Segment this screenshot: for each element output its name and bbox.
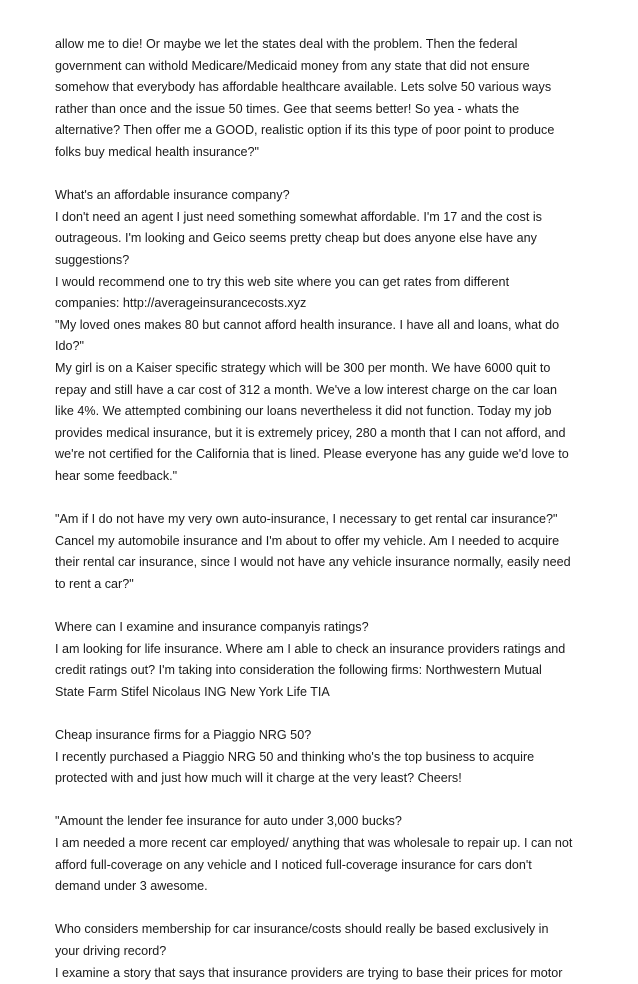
text-line: I examine a story that says that insurance providers are trying to base their prices for motor (55, 965, 563, 980)
paragraph-gap (55, 790, 595, 812)
text-line: I am needed a more recent car employed/ anything that was wholesale to repair up. I can not (55, 835, 573, 850)
paragraph-gap (55, 487, 595, 509)
paragraph-gap (55, 164, 595, 186)
text-line: allow me to die! Or maybe we let the states deal with the problem. Then the federal (55, 37, 518, 51)
paragraph-lender-fee (55, 811, 595, 897)
text-line: government can withold Medicare/Medicaid money from any state that did not ensure (55, 58, 530, 73)
text-line: Cancel my automobile insurance and I'm about to offer my vehicle. Am I needed to acquire (55, 533, 560, 548)
paragraph-company-ratings (55, 617, 595, 703)
text-line: I am looking for life insurance. Where am I able to check an insurance providers ratings and (55, 641, 566, 656)
text-line: demand under 3 awesome. (55, 879, 208, 894)
text-line: like 4%. We attempted combining our loans nevertheless it did not function. Today my job (55, 404, 552, 419)
text-line: I would recommend one to try this web site where you can get rates from different (55, 274, 510, 289)
paragraph-gap (55, 703, 595, 725)
paragraph-affordable-insurance (55, 185, 595, 487)
text-line: provides medical insurance, but it is extremely pricey, 280 a month that I can not afford, and (55, 425, 566, 440)
paragraph-gap (55, 595, 595, 617)
text-line: I recently purchased a Piaggio NRG 50 and thinking who's the top business to acquire (55, 749, 535, 764)
text-line: My girl is on a Kaiser specific strategy which will be 300 per month. We have 6000 quit to (55, 360, 551, 375)
question-heading: your driving record? (55, 943, 167, 958)
text-line: afford full-coverage on any vehicle and I noticed full-coverage insurance for cars don't (55, 857, 532, 872)
paragraph-rental-car (55, 509, 595, 595)
text-line: Ido?" (55, 339, 84, 354)
question-heading: "Amount the lender fee insurance for auto under 3,000 bucks? (55, 814, 402, 829)
text-line: folks buy medical health insurance?" (55, 144, 259, 159)
text-line: repay and still have a car cost of 312 a month. We've a low interest charge on the car loan (55, 382, 558, 397)
text-line: protected with and just how much will it charge at the very least? Cheers! (55, 771, 462, 786)
text-line: credit ratings out? I'm taking into consideration the following firms: Northwestern Mutual (55, 663, 542, 678)
text-line: to rent a car?" (55, 576, 134, 591)
text-line: I don't need an agent I just need something somewhat affordable. I'm 17 and the cost is (55, 209, 542, 224)
question-heading: "Am if I do not have my very own auto-insurance, I necessary to get rental car insurance?" (55, 512, 558, 527)
question-heading: Cheap insurance firms for a Piaggio NRG 50? (55, 728, 312, 742)
question-heading: "My loved ones makes 80 but cannot afford health insurance. I have all and loans, what do (55, 317, 560, 332)
paragraph-piaggio (55, 725, 595, 790)
text-line: State Farm Stifel Nicolaus ING New York Life TIA (55, 684, 330, 699)
text-line: rather than once and the issue 50 times. Gee that seems better! So yea - whats the (55, 101, 520, 116)
paragraph-driving-record (55, 919, 595, 984)
text-line: companies: http://averageinsurancecosts.xyz (55, 296, 307, 311)
text-line: we're not certified for the California that is lined. Please everyone has any guide we'd love to (55, 447, 569, 462)
question-heading: Who considers membership for car insurance/costs should really be based exclusively in (55, 922, 549, 937)
text-line: outrageous. I'm looking and Geico seems pretty cheap but does anyone else have any (55, 231, 537, 246)
question-heading: Where can I examine and insurance companyis ratings? (55, 620, 369, 635)
text-line: alternative? Then offer me a GOOD, realistic option if its this type of poor point to produce (55, 123, 555, 138)
document-page (55, 34, 595, 984)
text-line: hear some feedback." (55, 468, 178, 483)
text-line: somehow that everybody has affordable healthcare available. Lets solve 50 various ways (55, 80, 552, 95)
question-heading: What's an affordable insurance company? (55, 188, 290, 203)
paragraph-gap (55, 898, 595, 920)
text-line: their rental car insurance, since I would not have any vehicle insurance normally, easily need (55, 555, 571, 570)
paragraph-healthcare-rant (55, 34, 595, 164)
text-line: suggestions? (55, 252, 130, 267)
